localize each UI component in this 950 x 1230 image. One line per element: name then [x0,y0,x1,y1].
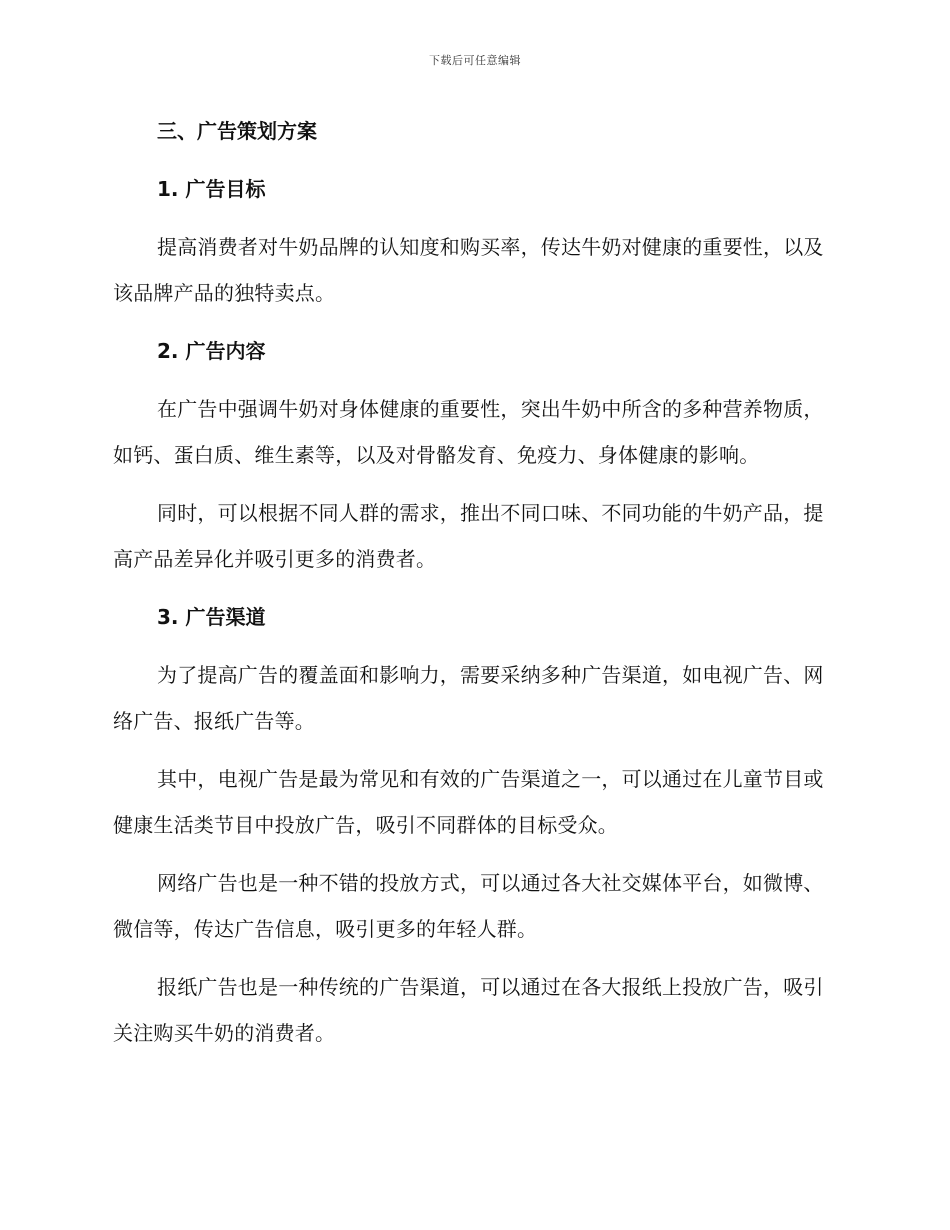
paragraph: 同时，可以根据不同人群的需求，推出不同口味、不同功能的牛奶产品，提高产品差异化并吸引更多的消费者。 [113,501,824,571]
subsection-heading-ad-content: 2. 广告内容 [157,339,266,363]
document-body [113,108,835,1068]
paragraph: 在广告中强调牛奶对身体健康的重要性，突出牛奶中所含的多种营养物质，如钙、蛋白质、维生素等，以及对骨骼发育、免疫力、身体健康的影响。 [113,397,824,467]
subsection-heading-ad-channels: 3. 广告渠道 [157,605,266,629]
subsection-heading-ad-goal: 1. 广告目标 [157,177,266,201]
page-header: 下载后可任意编辑 [429,54,521,67]
paragraph: 其中，电视广告是最为常见和有效的广告渠道之一，可以通过在儿童节目或健康生活类节目中投放广告，吸引不同群体的目标受众。 [113,767,824,837]
section-title: 三、广告策划方案 [157,119,317,143]
paragraph: 网络广告也是一种不错的投放方式，可以通过各大社交媒体平台，如微博、微信等，传达广告信息，吸引更多的年轻人群。 [113,871,824,941]
paragraph: 提高消费者对牛奶品牌的认知度和购买率，传达牛奶对健康的重要性，以及该品牌产品的独特卖点。 [113,235,824,305]
paragraph: 为了提高广告的覆盖面和影响力，需要采纳多种广告渠道，如电视广告、网络广告、报纸广告等。 [113,663,824,733]
paragraph: 报纸广告也是一种传统的广告渠道，可以通过在各大报纸上投放广告，吸引关注购买牛奶的消费者。 [113,975,824,1045]
